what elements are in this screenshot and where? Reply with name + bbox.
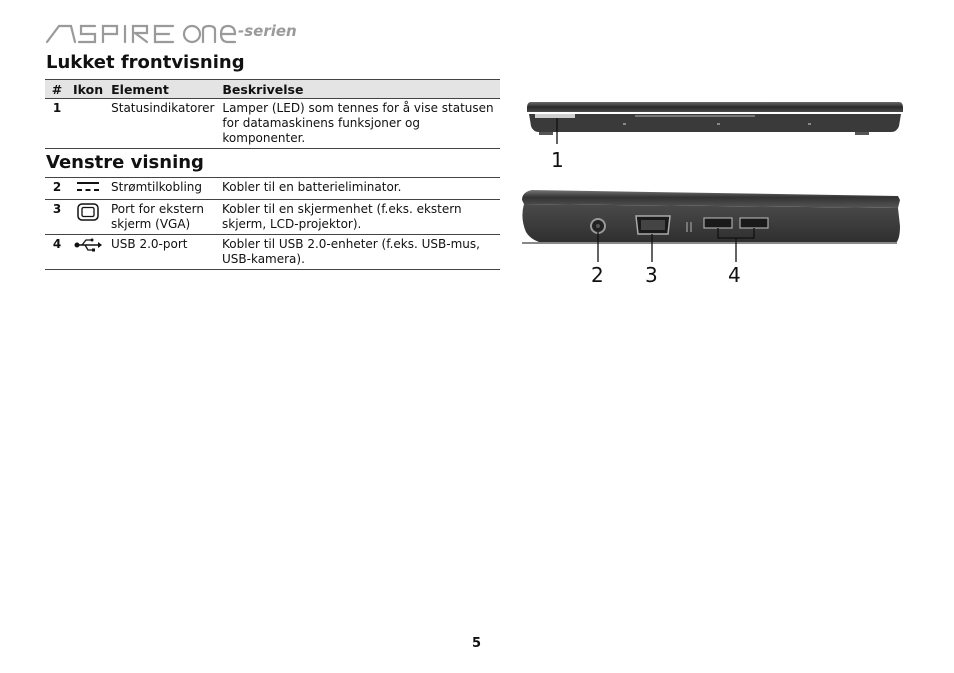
row-num: 3 xyxy=(45,200,69,235)
usb-icon xyxy=(69,235,107,270)
laptop-front-view-image xyxy=(525,98,905,144)
callout-3: 3 xyxy=(645,263,658,287)
row-description: Lamper (LED) som tennes for å vise statusen for datamaskinens funksjoner og komponenter. xyxy=(218,99,500,149)
callout-4: 4 xyxy=(728,263,741,287)
row-element: Statusindikatorer xyxy=(107,99,218,149)
table-header-row xyxy=(45,80,500,99)
table-row xyxy=(45,99,500,149)
front-view-title: Lukket frontvisning xyxy=(46,52,245,73)
col-num: # xyxy=(45,80,69,99)
row-num: 2 xyxy=(45,178,69,200)
col-description: Beskrivelse xyxy=(218,80,500,99)
laptop-left-view-image xyxy=(518,186,903,262)
left-view-title: Venstre visning xyxy=(46,152,204,173)
table-row xyxy=(45,200,500,235)
row-description: Kobler til en batterieliminator. xyxy=(218,178,500,200)
row-description: Kobler til en skjermenhet (f.eks. ekstern skjerm, LCD-projektor). xyxy=(218,200,500,235)
callout-1: 1 xyxy=(551,148,564,172)
callout-2: 2 xyxy=(591,263,604,287)
row-icon xyxy=(69,99,107,149)
dc-power-icon xyxy=(69,178,107,200)
row-num: 4 xyxy=(45,235,69,270)
row-element: Strømtilkobling xyxy=(107,178,218,200)
col-element: Element xyxy=(107,80,218,99)
row-element: Port for ekstern skjerm (VGA) xyxy=(107,200,218,235)
left-view-table xyxy=(45,177,500,270)
page-number: 5 xyxy=(472,636,482,651)
front-view-table xyxy=(45,79,500,149)
row-element: USB 2.0-port xyxy=(107,235,218,270)
row-num: 1 xyxy=(45,99,69,149)
table-row xyxy=(45,235,500,270)
monitor-icon xyxy=(69,200,107,235)
table-row xyxy=(45,178,500,200)
series-label: -serien xyxy=(238,22,297,40)
row-description: Kobler til USB 2.0-enheter (f.eks. USB-mus, USB-kamera). xyxy=(218,235,500,270)
col-icon: Ikon xyxy=(69,80,107,99)
